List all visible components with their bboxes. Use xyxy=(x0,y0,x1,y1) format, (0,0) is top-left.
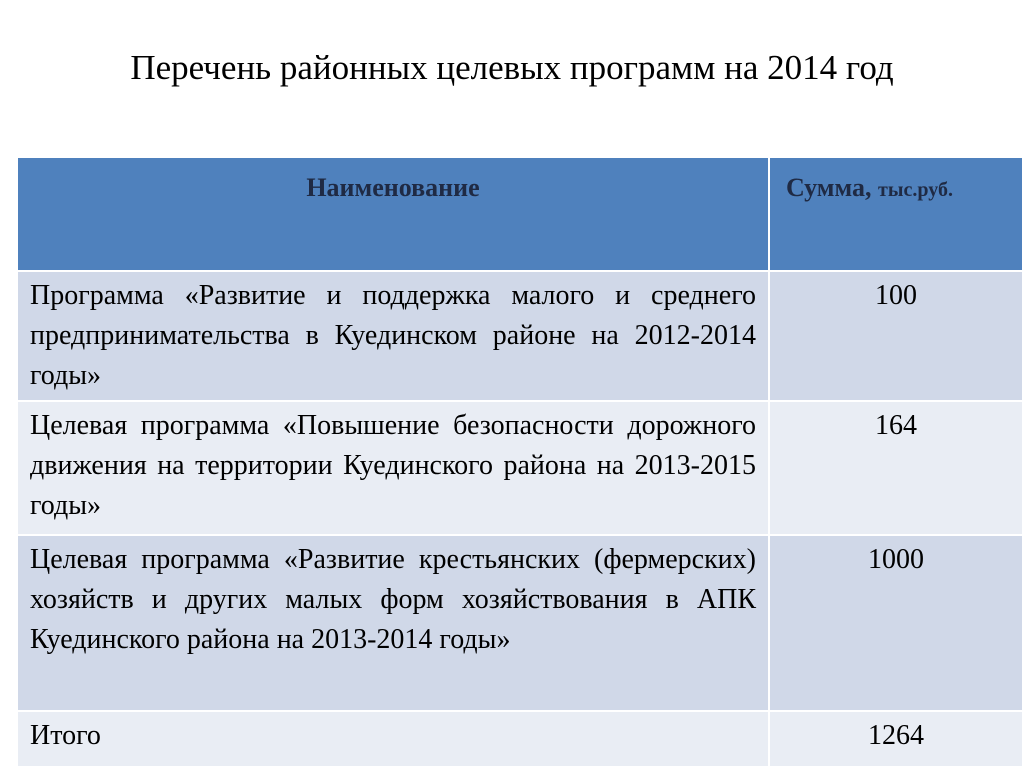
column-header-name: Наименование xyxy=(17,157,769,271)
table-row xyxy=(17,271,1023,401)
program-sum-cell: 1000 xyxy=(769,535,1023,711)
column-header-sum xyxy=(769,157,1023,271)
table-body xyxy=(17,271,1023,767)
table-row xyxy=(17,535,1023,711)
header-row xyxy=(17,157,1023,271)
programs-table-container xyxy=(16,156,1022,768)
table-row xyxy=(17,401,1023,535)
program-name-cell: Целевая программа «Развитие крестьянских (фермерских) хозяйств и других малых форм хозяйствования в АПК Куединского района на 2013-2014 годы» xyxy=(17,535,769,711)
table-header xyxy=(17,157,1023,271)
program-name-cell: Целевая программа «Повышение безопасности дорожного движения на территории Куединского района на 2013-2015 годы» xyxy=(17,401,769,535)
program-sum-cell: 100 xyxy=(769,271,1023,401)
column-header-sum-label: Сумма, xyxy=(786,173,872,202)
program-sum-cell: 164 xyxy=(769,401,1023,535)
total-sum-cell: 1264 xyxy=(769,711,1023,767)
program-name-cell: Программа «Развитие и поддержка малого и среднего предпринимательства в Куединском районе на 2012-2014 годы» xyxy=(17,271,769,401)
total-label-cell: Итого xyxy=(17,711,769,767)
page-title: Перечень районных целевых программ на 2014 год xyxy=(130,48,894,87)
total-row xyxy=(17,711,1023,767)
column-header-sum-unit: тыс.руб. xyxy=(878,179,953,201)
programs-table xyxy=(16,156,1024,768)
